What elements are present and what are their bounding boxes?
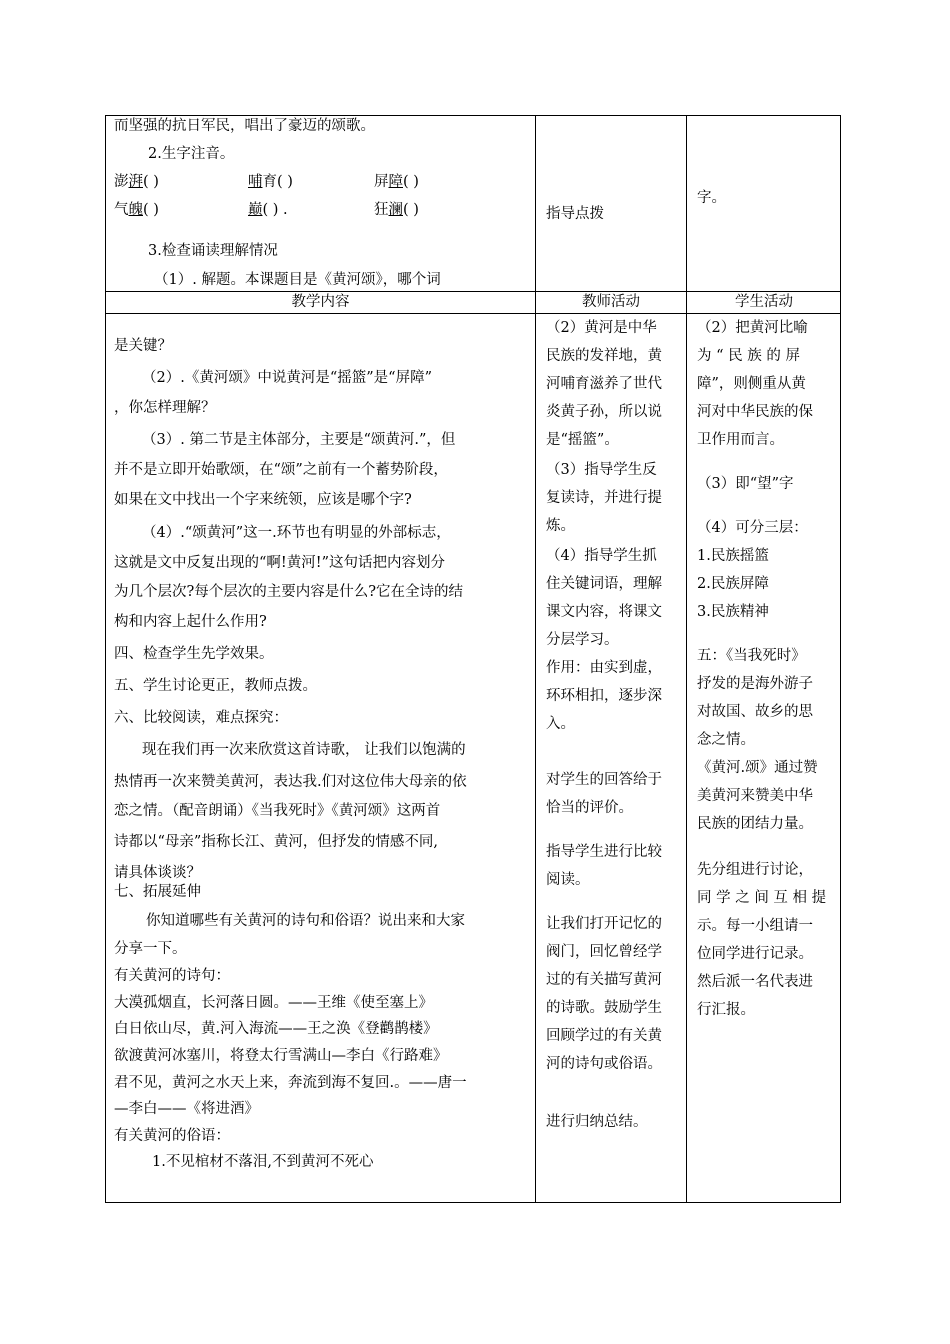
top-teacher-cell: [536, 116, 686, 291]
student-line: 河对中华民族的保: [697, 404, 813, 420]
teacher-text: 指导点拨: [546, 206, 604, 222]
content-line: 有关黄河的诗句：: [114, 968, 230, 984]
content-line: 而坚强的抗日军民，唱出了豪迈的颂歌。: [114, 118, 375, 134]
main-content-cell: [106, 314, 535, 1202]
pinyin-item: 巅( ) .: [248, 202, 288, 218]
teacher-line: 炼。: [546, 518, 575, 534]
student-line: 行汇报。: [697, 1002, 755, 1018]
student-line: 卫作用而言。: [697, 432, 784, 448]
top-student-cell: [687, 116, 841, 291]
teacher-line: 阀门，回忆曾经学: [546, 944, 662, 960]
student-line: 《黄河.颂》通过赞: [697, 760, 818, 776]
pinyin-item: 屏障( ): [374, 174, 419, 190]
student-line: 美黄河来赞美中华: [697, 788, 813, 804]
student-line: 障”，则侧重从黄: [697, 376, 806, 392]
teacher-line: 住关键词语，理解: [546, 576, 662, 592]
content-line: 并不是立即开始歌颂，在“颂”之前有一个蓄势阶段，: [114, 462, 448, 478]
teacher-line: 课文内容，将课文: [546, 604, 662, 620]
content-line: 四、检查学生先学效果。: [114, 646, 274, 662]
content-line: 2.生字注音。: [148, 146, 235, 162]
content-line: （4）.“颂黄河”这一.环节也有明显的外部标志，: [142, 525, 451, 541]
content-line: 请具体谈谈？: [114, 865, 201, 881]
content-line: 六、比较阅读，难点探究：: [114, 710, 288, 726]
teacher-line: 恰当的评价。: [546, 800, 633, 816]
content-line: 五、学生讨论更正，教师点拨。: [114, 678, 317, 694]
teacher-line: 民族的发祥地，黄: [546, 348, 662, 364]
content-line: 热情再一次来赞美黄河，表达我.们对这位伟大母亲的依: [114, 774, 467, 790]
content-line: 诗都以“母亲”指称长江、黄河，但抒发的情感不同,: [114, 834, 438, 850]
content-line: 3.检查诵读理解情况: [148, 243, 278, 259]
content-line: 这就是文中反复出现的“啊!黄河!”这句话把内容划分: [114, 555, 445, 571]
student-line: 五：《当我死时》: [697, 648, 806, 664]
teacher-line: 河的诗句或俗语。: [546, 1056, 662, 1072]
header-teacher: 教师活动: [582, 294, 640, 310]
student-line: 同 学 之 间 互 相 提: [697, 890, 827, 906]
teacher-line: 是“摇篮”。: [546, 432, 619, 448]
lesson-plan-table: [105, 115, 841, 1203]
student-line: 1.民族摇篮: [697, 548, 769, 564]
content-line: 你知道哪些有关黄河的诗句和俗语？说出来和大家: [146, 913, 465, 929]
student-line: 抒发的是海外游子: [697, 676, 813, 692]
top-content-cell: [106, 116, 535, 291]
teacher-line: 对学生的回答给于: [546, 772, 662, 788]
main-student-cell: [687, 314, 841, 1202]
content-line: 1.不见棺材不落泪,不到黄河不死心: [152, 1154, 374, 1170]
content-line: 有关黄河的俗语：: [114, 1128, 230, 1144]
student-line: 民族的团结力量。: [697, 816, 813, 832]
teacher-line: 河哺育滋养了世代: [546, 376, 662, 392]
content-line: 欲渡黄河冰塞川，将登太行雪满山—李白《行路难》: [114, 1048, 448, 1064]
main-teacher-cell: [536, 314, 686, 1202]
content-line: 君不见，黄河之水天上来，奔流到海不复回.。——唐一: [114, 1075, 467, 1091]
teacher-line: 让我们打开记忆的: [546, 916, 662, 932]
teacher-line: （4）指导学生抓: [546, 548, 657, 564]
student-line: 3.民族精神: [697, 604, 769, 620]
header-content: 教学内容: [291, 294, 350, 310]
content-line: 分享一下。: [114, 941, 187, 957]
content-line: （3）. 第二节是主体部分，主要是“颂黄河.”，但: [142, 432, 456, 448]
student-text: 字。: [697, 190, 726, 206]
student-line: 先分组进行讨论，: [697, 862, 813, 878]
pinyin-item: 哺育( ): [248, 174, 293, 190]
teacher-line: 环环相扣，逐步深: [546, 688, 662, 704]
student-line: （4）可分三层：: [697, 520, 808, 536]
content-line: 如果在文中找出一个字来统领，应该是哪个字?: [114, 492, 412, 508]
teacher-line: 进行归纳总结。: [546, 1114, 648, 1130]
pinyin-item: 澎湃( ): [114, 174, 159, 190]
teacher-line: 的诗歌。鼓励学生: [546, 1000, 662, 1016]
teacher-line: 炎黄子孙，所以说: [546, 404, 662, 420]
content-line: ，你怎样理解？: [114, 400, 216, 416]
content-line: 是关键？: [114, 338, 172, 354]
student-line: 对故国、故乡的思: [697, 704, 813, 720]
student-line: 示。每一小组请一: [697, 918, 813, 934]
teacher-line: （3）指导学生反: [546, 462, 657, 478]
teacher-line: 分层学习。: [546, 632, 619, 648]
teacher-line: 复读诗，并进行提: [546, 490, 662, 506]
content-line: —李白——《将进酒》: [114, 1101, 259, 1117]
student-line: 2.民族屏障: [697, 576, 769, 592]
teacher-line: 回顾学过的有关黄: [546, 1028, 662, 1044]
header-student: 学生活动: [735, 294, 793, 310]
student-line: 念之情。: [697, 732, 755, 748]
teacher-line: （2）黄河是中华: [546, 320, 657, 336]
content-line: 大漠孤烟直，长河落日圆。——王维《使至塞上》: [114, 995, 433, 1011]
student-line: （2）把黄河比喻: [697, 320, 808, 336]
teacher-line: 作用：由实到虚，: [546, 660, 662, 676]
student-line: 为 “ 民 族 的 屏: [697, 348, 800, 364]
student-line: 位同学进行记录。: [697, 946, 813, 962]
student-line: （3）即“望”字: [697, 476, 794, 492]
teacher-line: 指导学生进行比较: [546, 844, 662, 860]
content-line: 现在我们再一次来欣赏这首诗歌， 让我们以饱满的: [142, 742, 466, 758]
pinyin-item: 气魄( ): [114, 202, 159, 218]
student-line: 然后派一名代表进: [697, 974, 813, 990]
content-line: 恋之情。（配音朗诵）《当我死时》《黄河颂》这两首: [114, 803, 441, 819]
content-line: 构和内容上起什么作用?: [114, 614, 267, 630]
teacher-line: 过的有关描写黄河: [546, 972, 662, 988]
content-line: 为几个层次?每个层次的主要内容是什么?它在全诗的结: [114, 584, 464, 600]
teacher-line: 阅读。: [546, 872, 590, 888]
content-line: （2）.《黄河颂》中说黄河是“摇篮”是“屏障”: [142, 370, 432, 386]
content-line: 七、拓展延伸: [114, 884, 201, 900]
teacher-line: 入。: [546, 716, 575, 732]
content-line: （1）. 解题。本课题目是《黄河颂》，哪个词: [154, 272, 441, 288]
content-line: 白日依山尽，黄.河入海流——王之涣《登鹳鹊楼》: [114, 1021, 438, 1037]
pinyin-item: 狂澜( ): [374, 202, 419, 218]
